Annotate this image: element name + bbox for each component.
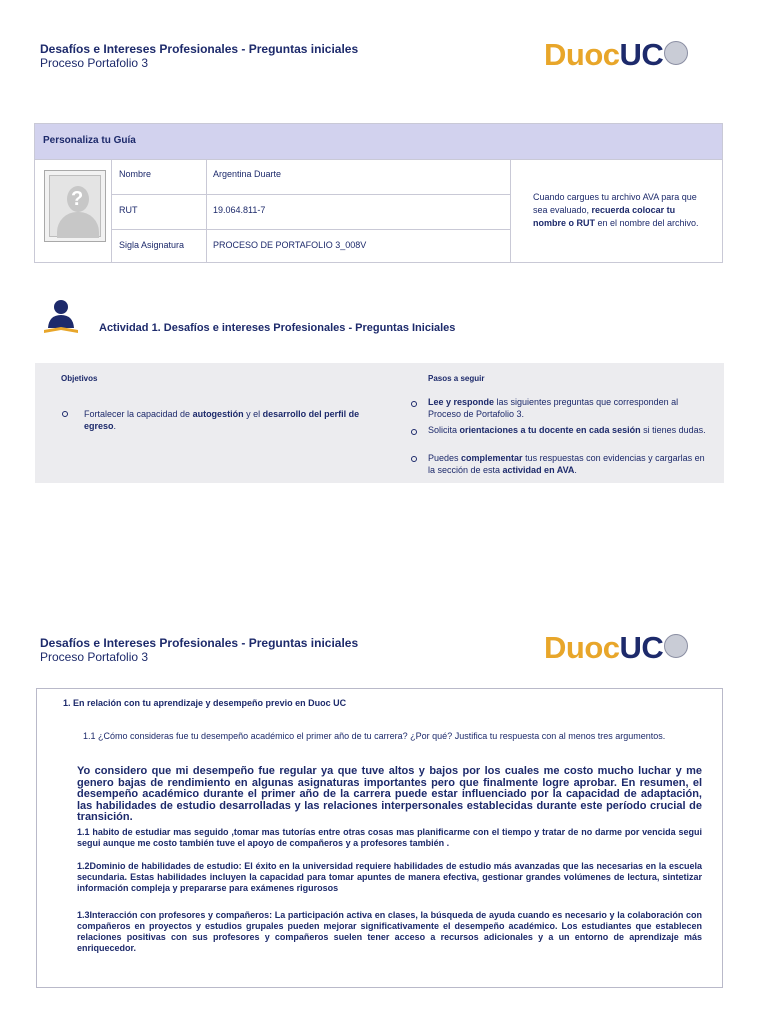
answer-interaccion: 1.3Interacción con profesores y compañeros: La participación activa en clases, la búsqueda de ayuda cuando es necesario y la colaboración con compañeros en proyectos y estudios grupales pueden mejorar significativamente el desempeño académico. Los estudiantes que establecen relaciones positivas con sus profesores y compañeros suelen tener acceso a recursos adicionales y a un entorno de aprendizaje más enriquecedor. [77,910,702,953]
value-rut: 19.064.811-7 [213,205,266,215]
personaliza-heading: Personaliza tu Guía [43,135,136,146]
questions-box [36,688,723,988]
pasos-label: Pasos a seguir [428,374,485,383]
logo-uc-text: UC [619,37,664,72]
question-1: 1. En relación con tu aprendizaje y desempeño previo en Duoc UC [63,698,347,708]
duoc-uc-logo-page2: DuocUC [544,632,688,663]
label-nombre: Nombre [119,169,152,179]
profile-photo-placeholder-icon: ? [44,170,106,242]
paso-item-1: Lee y responde las siguientes preguntas que corresponden al Proceso de Portafolio 3. [428,397,679,419]
doc-title-page2: Desafíos e Intereses Profesionales - Preguntas iniciales [40,636,359,650]
answer-dominio: 1.2Dominio de habilidades de estudio: El éxito en la universidad requiere habilidades de estudio más avanzadas que las necesarias en la escuela secundaria. Estas habilidades incluyen la capacidad para tomar apuntes de manera efectiva, gestionar grandes volúmenes de lectura, sintetizar información compleja y prepararse para exámenes rigurosos [77,861,702,893]
answer-habito: 1.1 habito de estudiar mas seguido ,tomar mas tutorías entre otras cosas mas planificarme con el tiempo y tratar de no darme por vencida segui segui aunque me costo también tuve el apoyo de compañeros y a profesores también . [77,827,702,848]
personaliza-header [35,124,722,160]
logo-duoc-text: Duoc [544,37,620,72]
bullet-icon [411,456,417,462]
student-reading-icon [42,298,82,336]
paso-item-2: Solicita orientaciones a tu docente en cada sesión si tienes dudas. [428,425,706,435]
question-1-1: 1.1 ¿Cómo consideras fue tu desempeño académico el primer año de tu carrera? ¿Por qué? Justifica tu respuesta con al menos tres argumentos. [83,731,666,741]
personaliza-table [34,123,723,263]
doc-subtitle-page2: Proceso Portafolio 3 [40,650,149,664]
answer-main: Yo considero que mi desempeño fue regular ya que tuve altos y bajos por los cuales me costo mucho luchar y me genero bajas de rendimiento en algunas asignaturas importantes pero que finalmente logre aprobar. En resumen, el desempeño académico durante el primer año de la carrera puede estar influenciado por la capacidad de adaptación, las habilidades de estudio desarrolladas y las relaciones interpersonales establecidas durante este período crucial de transición. [77,765,702,823]
upload-note: Cuando cargues tu archivo AVA para que sea evaluado, recuerda colocar tu nombre o RUT en el nombre del archivo. [533,192,699,228]
uc-seal-icon [664,41,688,65]
duoc-uc-logo [544,39,688,70]
uc-seal-icon [664,634,688,658]
objetivos-label: Objetivos [61,374,98,383]
objectives-panel [35,363,724,483]
bullet-icon [411,429,417,435]
doc-subtitle: Proceso Portafolio 3 [40,56,149,70]
doc-title: Desafíos e Intereses Profesionales - Preguntas iniciales [40,42,359,56]
value-nombre: Argentina Duarte [213,169,282,179]
bullet-icon [62,411,68,417]
objetivo-text: Fortalecer la capacidad de autogestión y el desarrollo del perfil de egreso. [84,409,360,431]
value-sigla: PROCESO DE PORTAFOLIO 3_008V [213,240,367,250]
activity-title: Actividad 1. Desafíos e intereses Profesionales - Preguntas Iniciales [99,322,456,334]
label-rut: RUT [119,205,138,215]
label-sigla: Sigla Asignatura [119,240,185,250]
bullet-icon [411,401,417,407]
paso-item-3: Puedes complementar tus respuestas con evidencias y cargarlas en la sección de esta actividad en AVA. [428,453,705,475]
